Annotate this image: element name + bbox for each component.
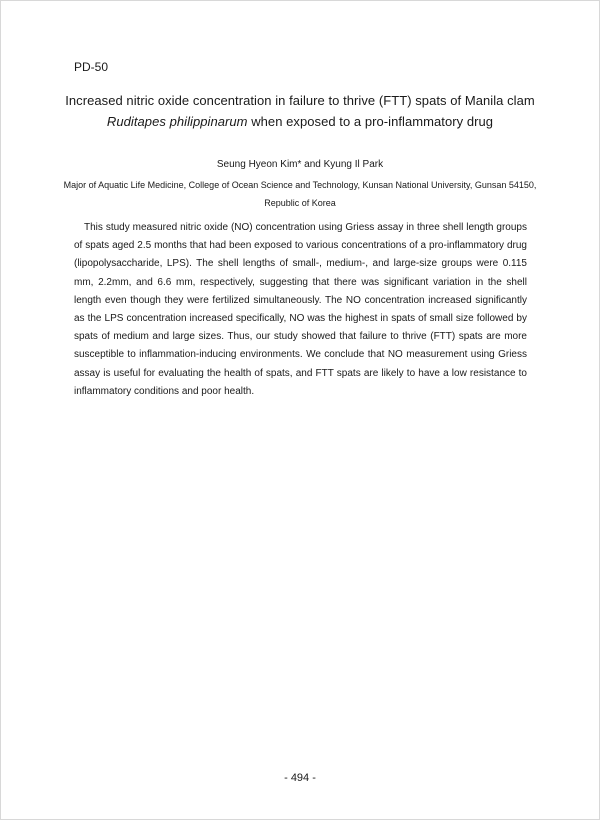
paper-title [40,90,560,132]
title-species-name: Ruditapes philippinarum [106,114,248,129]
affiliation: Major of Aquatic Life Medicine, College of Ocean Science and Technology, Kunsan National University, Gunsan 54150, Republic of Korea [63,180,537,208]
title-line-2: when exposed to a pro-inflammatory drug [247,114,494,129]
title-line-1: Increased nitric oxide concentration in failure to thrive (FTT) spats of Manila clam [65,93,535,108]
page-number: - 494 - [284,772,316,784]
presentation-code: PD-50 [74,60,109,74]
authors: Seung Hyeon Kim* and Kyung Il Park [216,159,384,170]
abstract-body: This study measured nitric oxide (NO) concentration using Griess assay in three shell length groups of spats aged 2.5 months that had been exposed to various concentrations of a pro-inflammatory drug (lipopolysaccharide, LPS). The shell lengths of small-, medium-, and large-size groups were 0.115 mm, 2.2mm, and 6.6 mm, respectively, suggesting that there was significant variation in the shell length even though they were fertilized simultaneously. The NO concentration increased significantly as the LPS concentration increased specifically, NO was the highest in spats of small size followed by spats of medium and large sizes. Thus, our study showed that failure to thrive (FTT) spats are more susceptible to inflammation-inducing environments. We conclude that NO measurement using Griess assay is useful for evaluating the health of spats, and FTT spats are likely to have a low resistance to inflammatory conditions and poor health. [74,222,527,397]
